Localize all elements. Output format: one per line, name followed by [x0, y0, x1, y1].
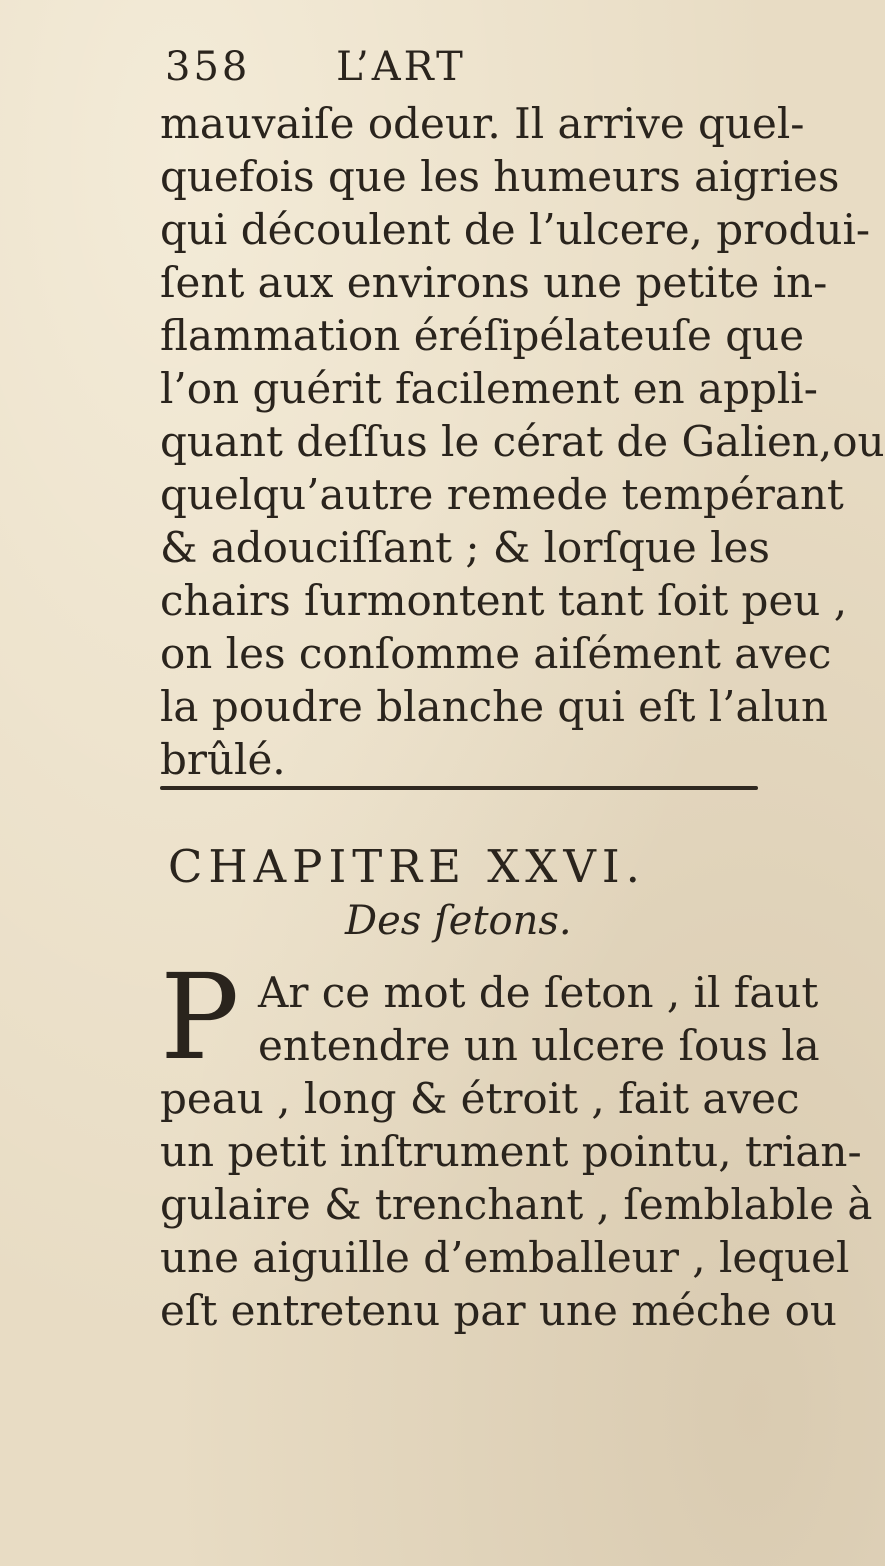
page-number: 358 [165, 44, 251, 90]
text-line: quefois que les humeurs aigries [160, 152, 840, 201]
running-head [165, 44, 466, 90]
text-line: la poudre blanche qui eſt l’alun [160, 682, 829, 731]
text-line: chairs ſurmontent tant ſoit peu , [160, 576, 848, 625]
text-line: qui découlent de l’ulcere, produi- [160, 205, 871, 254]
chapter-subtitle: Des ſetons. [345, 898, 572, 944]
text-line: mauvaiſe odeur. Il arrive quel- [160, 99, 805, 148]
text-line: peau , long & étroit , fait avec [160, 1074, 800, 1123]
text-line: flammation éréſipélateuſe que [160, 311, 805, 360]
section-divider [160, 786, 758, 790]
text-line: un petit inſtrument pointu, trian- [160, 1127, 862, 1176]
text-line: gulaire & trenchant , ſemblable à [160, 1180, 873, 1229]
text-line: Ar ce mot de ſeton , il faut [258, 968, 819, 1017]
text-line: brûlé. [160, 735, 286, 784]
chapter-title: CHAPITRE XXVI. [168, 840, 646, 893]
paragraph-1 [160, 97, 885, 786]
text-line: ſent aux environs une petite in- [160, 258, 828, 307]
drop-cap: P [160, 948, 240, 1086]
text-line: eſt entretenu par une méche ou [160, 1286, 837, 1335]
text-line: quelqu’autre remede tempérant [160, 470, 844, 519]
paragraph-2 [160, 1072, 872, 1337]
running-title: L’ART [336, 44, 466, 90]
text-line: l’on guérit facilement en appli- [160, 364, 818, 413]
text-line: entendre un ulcere ſous la [258, 1021, 820, 1070]
text-line: & adouciſſant ; & lorſque les [160, 523, 770, 572]
text-line: quant deſſus le cérat de Galien,ou [160, 417, 885, 466]
text-line: on les conſomme aiſément avec [160, 629, 832, 678]
paragraph-2-indented [258, 966, 820, 1072]
text-line: une aiguille d’emballeur , lequel [160, 1233, 850, 1282]
